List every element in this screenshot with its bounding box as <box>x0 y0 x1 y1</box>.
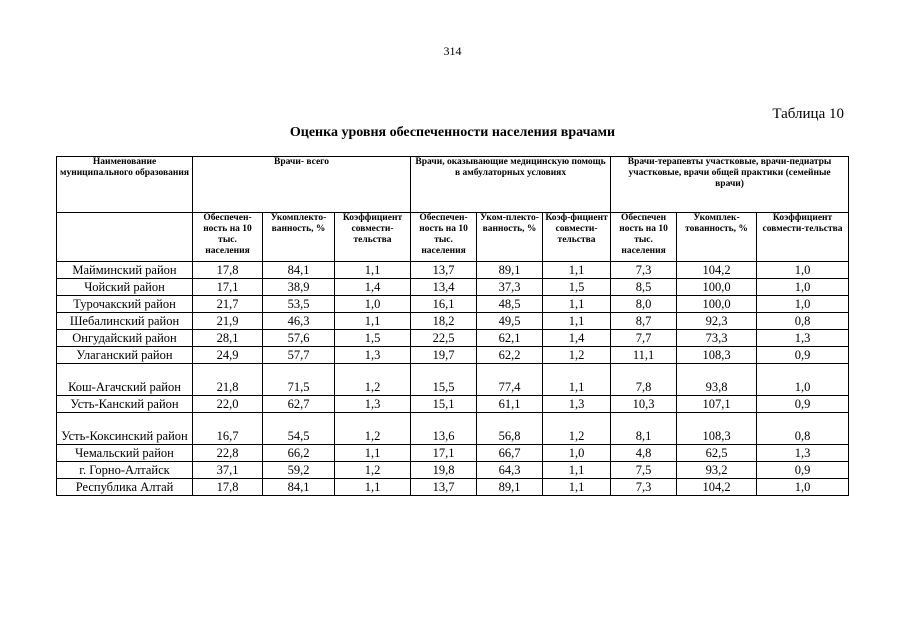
sub-header: Укомплек-тованность, % <box>677 213 757 262</box>
table-cell: 7,8 <box>611 364 677 396</box>
table-cell: 1,0 <box>543 445 611 462</box>
municipality-name: Кош-Агачский район <box>57 364 193 396</box>
table-cell: 62,2 <box>477 347 543 364</box>
municipality-name: Онгудайский район <box>57 330 193 347</box>
table-cell: 8,0 <box>611 296 677 313</box>
table-cell: 24,9 <box>193 347 263 364</box>
table-cell: 89,1 <box>477 262 543 279</box>
table-cell: 15,5 <box>411 364 477 396</box>
table-cell: 0,9 <box>757 396 849 413</box>
table-cell: 1,3 <box>757 445 849 462</box>
table-cell: 1,1 <box>335 313 411 330</box>
table-cell: 1,1 <box>543 479 611 496</box>
table-cell: 0,9 <box>757 347 849 364</box>
table-cell: 7,3 <box>611 479 677 496</box>
group-header-outpatient: Врачи, оказывающие медицинскую помощь в амбулаторных условиях <box>411 157 611 213</box>
table-cell: 104,2 <box>677 479 757 496</box>
table-cell: 104,2 <box>677 262 757 279</box>
group-header-row <box>57 157 849 213</box>
sub-header: Обеспечен ность на 10 тыс. населения <box>611 213 677 262</box>
doctors-table <box>56 156 849 496</box>
table-cell: 48,5 <box>477 296 543 313</box>
group-header-all-doctors: Врачи- всего <box>193 157 411 213</box>
table-cell: 0,9 <box>757 462 849 479</box>
table-cell: 37,3 <box>477 279 543 296</box>
sub-header: Уком-плекто-ванность, % <box>477 213 543 262</box>
table-cell: 21,8 <box>193 364 263 396</box>
table-cell: 17,8 <box>193 479 263 496</box>
table-cell: 49,5 <box>477 313 543 330</box>
table-cell: 66,7 <box>477 445 543 462</box>
table-cell: 13,7 <box>411 262 477 279</box>
table-cell: 84,1 <box>263 262 335 279</box>
municipality-name: Республика Алтай <box>57 479 193 496</box>
table-cell: 4,8 <box>611 445 677 462</box>
table-cell: 1,4 <box>335 279 411 296</box>
table-cell: 1,5 <box>543 279 611 296</box>
table-cell: 19,7 <box>411 347 477 364</box>
table-cell: 73,3 <box>677 330 757 347</box>
table-cell: 93,8 <box>677 364 757 396</box>
table-cell: 17,1 <box>193 279 263 296</box>
table-cell: 64,3 <box>477 462 543 479</box>
table-cell: 19,8 <box>411 462 477 479</box>
table-cell: 1,1 <box>543 364 611 396</box>
table-cell: 1,0 <box>757 279 849 296</box>
table-cell: 1,2 <box>335 413 411 445</box>
table-cell: 100,0 <box>677 279 757 296</box>
sub-header: Обеспечен-ность на 10 тыс. населения <box>193 213 263 262</box>
table-row <box>57 313 849 330</box>
municipality-name: Майминский район <box>57 262 193 279</box>
table-cell: 28,1 <box>193 330 263 347</box>
table-cell: 108,3 <box>677 347 757 364</box>
municipality-name: Чойский район <box>57 279 193 296</box>
table-cell: 22,0 <box>193 396 263 413</box>
table-row <box>57 396 849 413</box>
table-row <box>57 279 849 296</box>
sub-header: Коэффициент совмести-тельства <box>335 213 411 262</box>
table-cell: 15,1 <box>411 396 477 413</box>
table-cell: 16,7 <box>193 413 263 445</box>
municipality-name: Чемальский район <box>57 445 193 462</box>
table-cell: 84,1 <box>263 479 335 496</box>
table-cell: 100,0 <box>677 296 757 313</box>
table-cell: 7,5 <box>611 462 677 479</box>
table-cell: 56,8 <box>477 413 543 445</box>
table-cell: 1,2 <box>543 413 611 445</box>
table-cell: 7,7 <box>611 330 677 347</box>
table-cell: 10,3 <box>611 396 677 413</box>
table-label: Таблица 10 <box>772 106 844 122</box>
table-cell: 59,2 <box>263 462 335 479</box>
table-cell: 53,5 <box>263 296 335 313</box>
table-cell: 17,8 <box>193 262 263 279</box>
table-cell: 8,1 <box>611 413 677 445</box>
table-cell: 1,1 <box>335 262 411 279</box>
table-cell: 1,2 <box>335 462 411 479</box>
table-cell: 1,5 <box>335 330 411 347</box>
table-cell: 1,2 <box>335 364 411 396</box>
table-cell: 16,1 <box>411 296 477 313</box>
table-cell: 108,3 <box>677 413 757 445</box>
table-cell: 22,5 <box>411 330 477 347</box>
table-cell: 22,8 <box>193 445 263 462</box>
municipality-name: Усть-Канский район <box>57 396 193 413</box>
table-cell: 13,6 <box>411 413 477 445</box>
table-cell: 37,1 <box>193 462 263 479</box>
table-cell: 1,1 <box>335 445 411 462</box>
table-cell: 62,5 <box>677 445 757 462</box>
table-cell: 8,7 <box>611 313 677 330</box>
sub-header: Обеспечен-ность на 10 тыс. населения <box>411 213 477 262</box>
table-cell: 57,6 <box>263 330 335 347</box>
table-cell: 17,1 <box>411 445 477 462</box>
municipality-name: Турочакский район <box>57 296 193 313</box>
table-cell: 1,0 <box>757 262 849 279</box>
page-number: 314 <box>443 44 462 58</box>
sub-header-empty <box>57 213 193 262</box>
table-cell: 77,4 <box>477 364 543 396</box>
table-cell: 62,1 <box>477 330 543 347</box>
table-cell: 7,3 <box>611 262 677 279</box>
table-row <box>57 445 849 462</box>
table-cell: 107,1 <box>677 396 757 413</box>
table-cell: 1,3 <box>335 396 411 413</box>
table-cell: 0,8 <box>757 313 849 330</box>
table-cell: 46,3 <box>263 313 335 330</box>
sub-header: Коэффициент совмести-тельства <box>757 213 849 262</box>
table-cell: 57,7 <box>263 347 335 364</box>
table-cell: 1,2 <box>543 347 611 364</box>
table-cell: 38,9 <box>263 279 335 296</box>
table-cell: 21,9 <box>193 313 263 330</box>
table-cell: 54,5 <box>263 413 335 445</box>
municipality-name: Шебалинский район <box>57 313 193 330</box>
table-row <box>57 462 849 479</box>
table-row <box>57 330 849 347</box>
table-cell: 1,1 <box>543 313 611 330</box>
municipality-name: Усть-Коксинский район <box>57 413 193 445</box>
sub-header: Коэф-фициент совмести-тельства <box>543 213 611 262</box>
table-cell: 1,3 <box>757 330 849 347</box>
name-column-header: Наименование муниципального образования <box>57 157 193 213</box>
table-row <box>57 347 849 364</box>
municipality-name: г. Горно-Алтайск <box>57 462 193 479</box>
table-cell: 71,5 <box>263 364 335 396</box>
table-cell: 13,7 <box>411 479 477 496</box>
table-row <box>57 364 849 396</box>
table-cell: 1,1 <box>543 462 611 479</box>
table-cell: 1,0 <box>757 364 849 396</box>
table-cell: 8,5 <box>611 279 677 296</box>
table-cell: 93,2 <box>677 462 757 479</box>
table-cell: 92,3 <box>677 313 757 330</box>
table-cell: 1,4 <box>543 330 611 347</box>
table-cell: 1,1 <box>543 262 611 279</box>
table-cell: 0,8 <box>757 413 849 445</box>
table-cell: 61,1 <box>477 396 543 413</box>
table-cell: 1,0 <box>757 479 849 496</box>
group-header-district: Врачи-терапевты участковые, врачи-педиатры участковые, врачи общей практики (семейные врачи) <box>611 157 849 213</box>
table-cell: 11,1 <box>611 347 677 364</box>
table-row <box>57 479 849 496</box>
table-cell: 21,7 <box>193 296 263 313</box>
table-cell: 18,2 <box>411 313 477 330</box>
document-title: Оценка уровня обеспеченности населения врачами <box>289 125 616 140</box>
table-cell: 1,3 <box>335 347 411 364</box>
table-row <box>57 296 849 313</box>
table-cell: 1,3 <box>543 396 611 413</box>
table-cell: 89,1 <box>477 479 543 496</box>
table-row <box>57 413 849 445</box>
table-cell: 66,2 <box>263 445 335 462</box>
sub-header-row <box>57 213 849 262</box>
table-cell: 1,1 <box>543 296 611 313</box>
table-cell: 13,4 <box>411 279 477 296</box>
municipality-name: Улаганский район <box>57 347 193 364</box>
table-row <box>57 262 849 279</box>
table-cell: 1,0 <box>757 296 849 313</box>
table-cell: 1,1 <box>335 479 411 496</box>
table-cell: 1,0 <box>335 296 411 313</box>
table-cell: 62,7 <box>263 396 335 413</box>
sub-header: Укомплекто-ванность, % <box>263 213 335 262</box>
